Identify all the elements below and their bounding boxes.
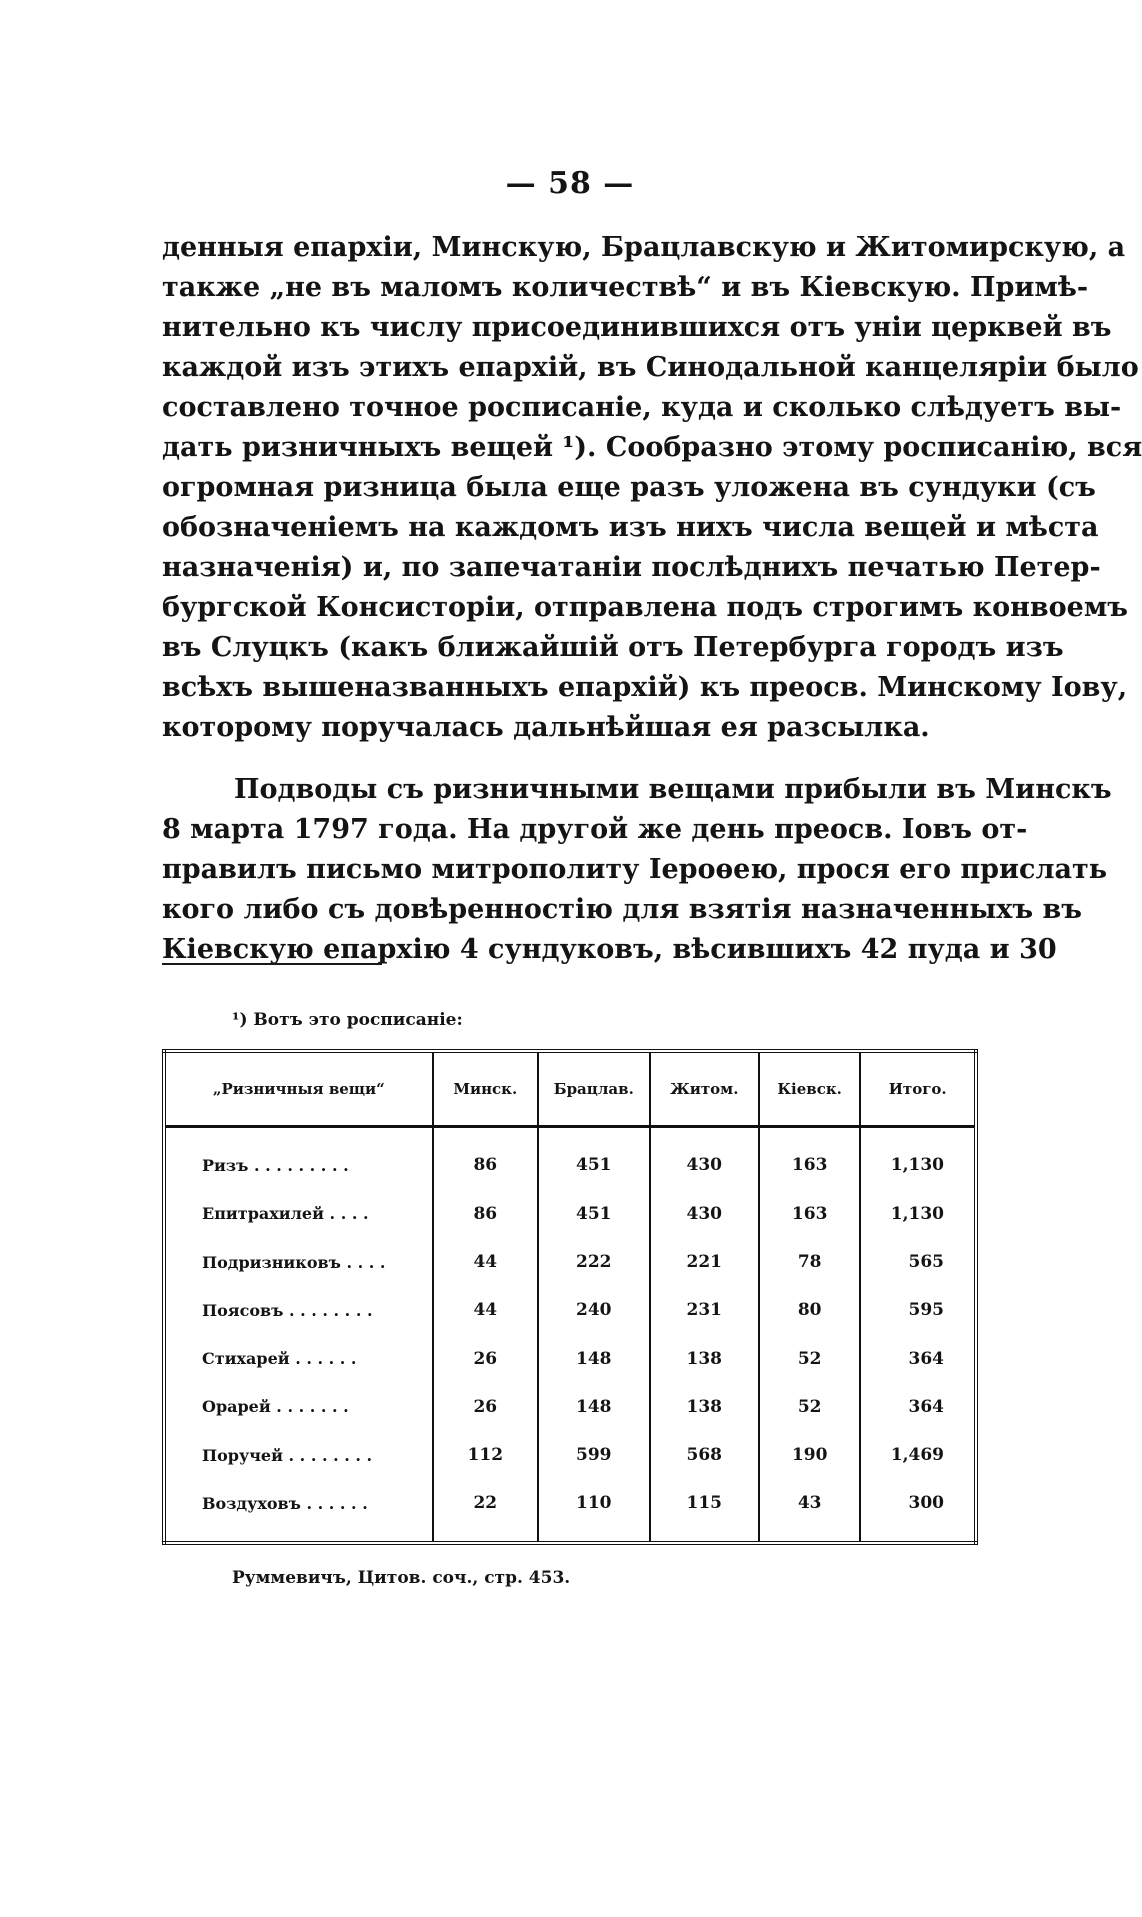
total-cell: 595 (860, 1286, 976, 1334)
text-line: нительно къ числу присоединившихся отъ уніи церквей въ (162, 312, 1112, 343)
source-citation: Руммевичъ, Цитов. соч., стр. 453. (232, 1568, 571, 1588)
value-cell: 52 (759, 1383, 860, 1431)
value-cell: 430 (650, 1190, 759, 1238)
value-cell: 44 (433, 1286, 538, 1334)
text-line: которому поручалась дальнѣйшая ея разсылка. (162, 712, 930, 743)
main-text (162, 228, 1142, 970)
text-line: каждой изъ этихъ епархій, въ Синодальной канцеляріи было (162, 352, 1139, 383)
value-cell: 231 (650, 1286, 759, 1334)
value-cell: 26 (433, 1334, 538, 1382)
table-header-row (164, 1051, 976, 1127)
total-cell: 364 (860, 1334, 976, 1382)
item-name: Епитрахилей . . . . (202, 1204, 369, 1224)
text-line: Подводы съ ризничными вещами прибыли въ Минскъ (234, 774, 1112, 805)
value-cell: 43 (759, 1479, 860, 1527)
table-row (164, 1334, 976, 1382)
value-cell: 80 (759, 1286, 860, 1334)
value-cell: 190 (759, 1431, 860, 1479)
value-cell: 86 (433, 1141, 538, 1189)
column-header: Житом. (650, 1051, 759, 1127)
total-cell: 1,130 (860, 1190, 976, 1238)
item-name: Поясовъ . . . . . . . . (202, 1300, 373, 1320)
value-cell: 599 (538, 1431, 650, 1479)
total-cell: 364 (860, 1383, 976, 1431)
paragraph-1 (162, 228, 1142, 748)
total-cell: 1,130 (860, 1141, 976, 1189)
value-cell: 115 (650, 1479, 759, 1527)
text-line: назначенія) и, по запечатаніи послѣднихъ печатью Петер- (162, 552, 1101, 583)
vestments-table (162, 1049, 978, 1545)
text-line: Кіевскую епархію 4 сундуковъ, вѣсившихъ 42 пуда и 30 (162, 934, 1057, 965)
text-line: кого либо съ довѣренностію для взятія назначенныхъ въ (162, 894, 1082, 925)
text-line: огромная ризница была еще разъ уложена въ сундуки (съ (162, 472, 1096, 503)
item-name: Воздуховъ . . . . . . (202, 1493, 368, 1513)
text-line: также „не въ маломъ количествѣ“ и въ Кіевскую. Примѣ- (162, 272, 1089, 303)
value-cell: 110 (538, 1479, 650, 1527)
column-header: Брацлав. (538, 1051, 650, 1127)
item-name: Орарей . . . . . . . (202, 1397, 349, 1417)
footnote-rule (162, 963, 382, 965)
table-row (164, 1238, 976, 1286)
column-header: Кіевск. (759, 1051, 860, 1127)
text-line: 8 марта 1797 года. На другой же день преосв. Іовъ от- (162, 814, 1028, 845)
value-cell: 138 (650, 1383, 759, 1431)
value-cell: 451 (538, 1141, 650, 1189)
text-line: правилъ письмо митрополиту Іероѳею, прося его прислать (162, 854, 1108, 885)
total-cell: 300 (860, 1479, 976, 1527)
value-cell: 430 (650, 1141, 759, 1189)
table-row (164, 1431, 976, 1479)
total-cell: 565 (860, 1238, 976, 1286)
paragraph-2 (162, 770, 1112, 970)
item-name: Поручей . . . . . . . . (202, 1445, 373, 1465)
value-cell: 78 (759, 1238, 860, 1286)
value-cell: 240 (538, 1286, 650, 1334)
value-cell: 221 (650, 1238, 759, 1286)
value-cell: 568 (650, 1431, 759, 1479)
table-row (164, 1286, 976, 1334)
value-cell: 86 (433, 1190, 538, 1238)
table-row (164, 1141, 976, 1189)
value-cell: 451 (538, 1190, 650, 1238)
value-cell: 44 (433, 1238, 538, 1286)
column-header: Минск. (433, 1051, 538, 1127)
value-cell: 22 (433, 1479, 538, 1527)
value-cell: 148 (538, 1334, 650, 1382)
value-cell: 163 (759, 1190, 860, 1238)
text-line: денныя епархіи, Минскую, Брацлавскую и Житомирскую, а (162, 232, 1126, 263)
text-line: дать ризничныхъ вещей ¹). Сообразно этому росписанію, вся (162, 432, 1142, 463)
item-name: Стихарей . . . . . . (202, 1349, 357, 1369)
total-cell: 1,469 (860, 1431, 976, 1479)
text-line: обозначеніемъ на каждомъ изъ нихъ числа вещей и мѣста (162, 512, 1099, 543)
value-cell: 26 (433, 1383, 538, 1431)
item-name: Подризниковъ . . . . (202, 1252, 386, 1272)
column-header: „Ризничныя вещи“ (164, 1051, 433, 1127)
table-row (164, 1383, 976, 1431)
value-cell: 163 (759, 1141, 860, 1189)
text-line: составлено точное росписаніе, куда и сколько слѣдуетъ вы- (162, 392, 1122, 423)
item-name: Ризъ . . . . . . . . . (202, 1155, 349, 1175)
table-row (164, 1479, 976, 1527)
value-cell: 222 (538, 1238, 650, 1286)
value-cell: 148 (538, 1383, 650, 1431)
page-number: — 58 — (505, 166, 635, 201)
value-cell: 112 (433, 1431, 538, 1479)
table-row (164, 1190, 976, 1238)
text-line: бургской Консисторіи, отправлена подъ строгимъ конвоемъ (162, 592, 1128, 623)
column-header: Итого. (860, 1051, 976, 1127)
text-line: всѣхъ вышеназванныхъ епархій) къ преосв. Минскому Іову, (162, 672, 1128, 703)
text-line: въ Слуцкъ (какъ ближайшій отъ Петербурга городъ изъ (162, 632, 1064, 663)
value-cell: 52 (759, 1334, 860, 1382)
value-cell: 138 (650, 1334, 759, 1382)
footnote-intro: ¹) Вотъ это росписаніе: (232, 1010, 463, 1030)
